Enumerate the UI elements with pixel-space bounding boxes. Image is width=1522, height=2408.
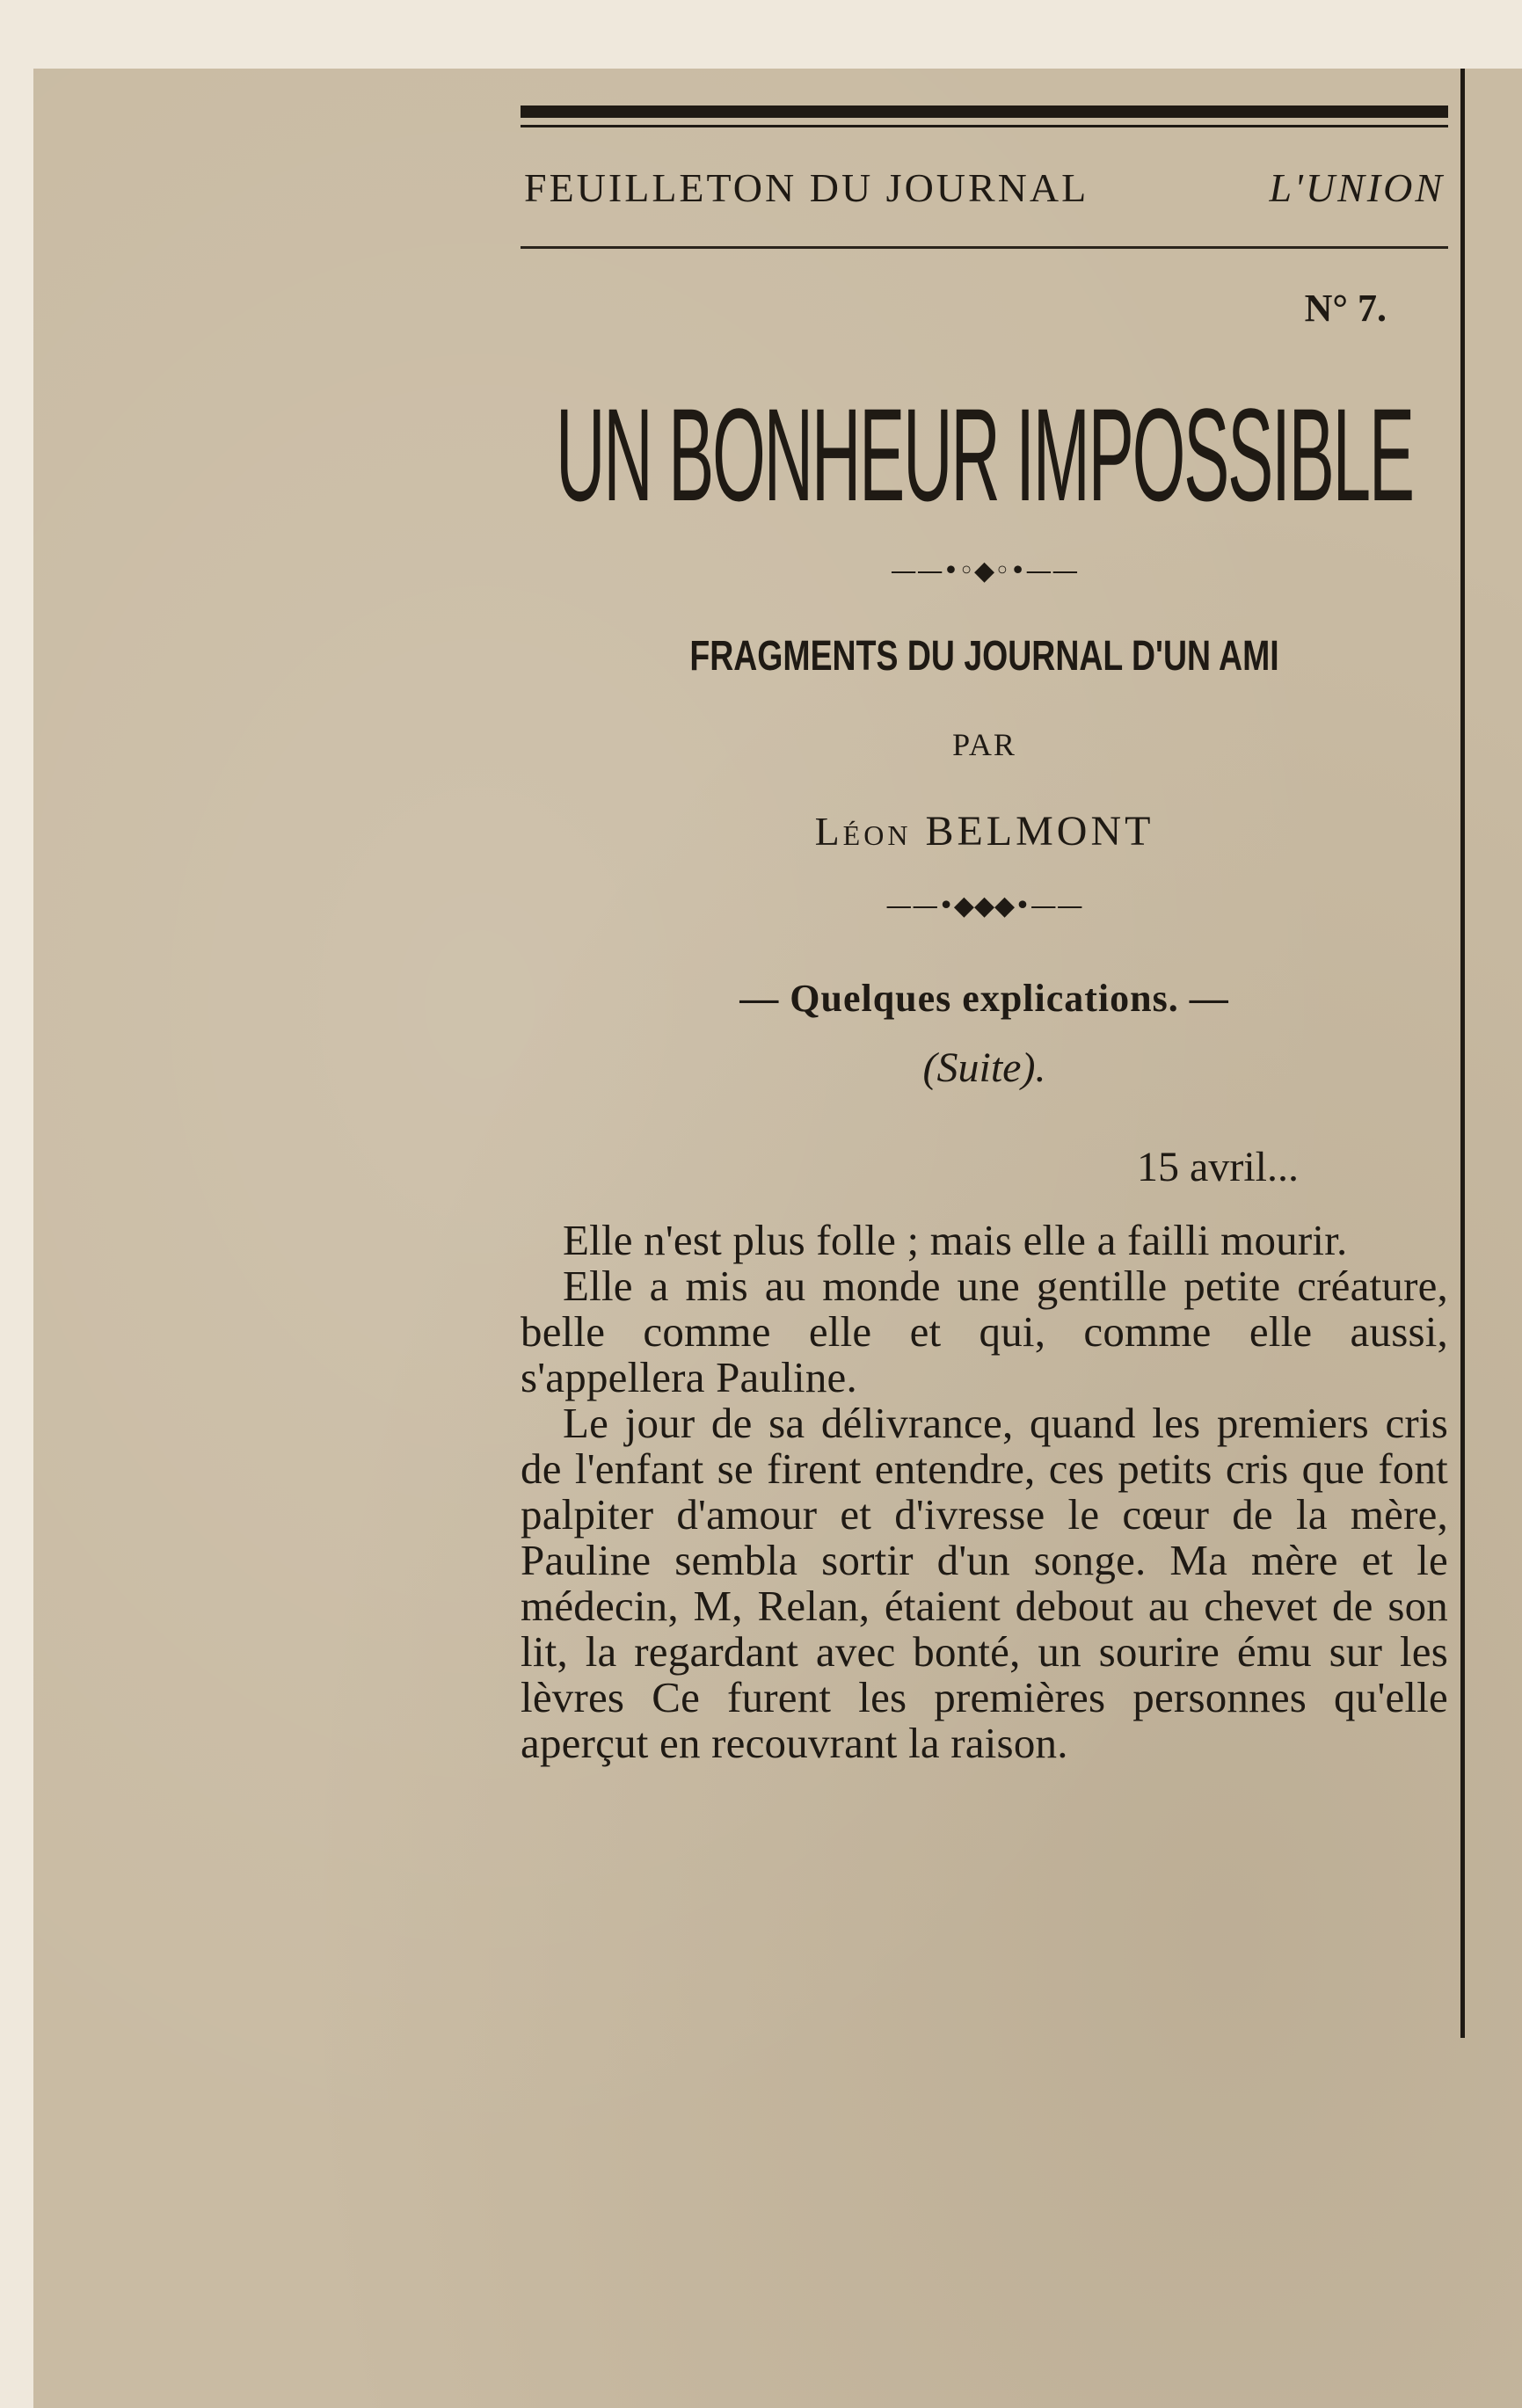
section-heading: — Quelques explications. —	[739, 977, 1229, 1020]
paragraph: Elle n'est plus folle ; mais elle a failli mourir.	[563, 1216, 1348, 1264]
paragraph: Le jour de sa délivrance, quand les premiers cris de l'enfant se firent entendre, ces petits cris que font palpiter d'amour et d'ivresse le cœur de la mère, Pauline sembla sortir d'un songe. Ma mère et le médecin, M, Relan, étaient debout au chevet de son lit, la regardant avec bonté, un sourire ému sur les lèvres Ce furent les premières personnes qu'elle aperçut en recouvrant la raison.	[521, 1399, 1448, 1767]
body-text	[521, 1218, 1448, 1766]
issue-number: N° 7.	[1304, 287, 1387, 330]
section-continued: (Suite).	[922, 1044, 1046, 1091]
masthead-rule	[521, 246, 1448, 249]
masthead	[521, 164, 1448, 211]
author-first-name: Léon	[814, 809, 912, 854]
author-name	[521, 807, 1448, 855]
feuilleton-column	[521, 105, 1448, 1766]
paragraph: Elle a mis au monde une gentille petite créature, belle comme elle et qui, comme elle aussi, s'appellera Pauline.	[521, 1262, 1448, 1401]
ornament-divider-2: ——•◆◆◆•——	[885, 891, 1083, 921]
masthead-newspaper-name: L'UNION	[1269, 165, 1445, 210]
ornament-divider: ——•◦◆◦•——	[890, 556, 1079, 586]
author-last-name: BELMONT	[925, 808, 1154, 855]
column-rule	[1460, 69, 1465, 2038]
story-title: UN BONHEUR IMPOSSIBLE	[556, 381, 1413, 528]
byline-par: PAR	[952, 727, 1016, 762]
top-rule-thin	[521, 125, 1448, 127]
masthead-prefix: FEUILLETON DU JOURNAL	[524, 165, 1089, 210]
top-rule	[521, 105, 1448, 118]
entry-date: 15 avril...	[1137, 1144, 1299, 1190]
story-subtitle: FRAGMENTS DU JOURNAL D'UN AMI	[689, 633, 1279, 680]
